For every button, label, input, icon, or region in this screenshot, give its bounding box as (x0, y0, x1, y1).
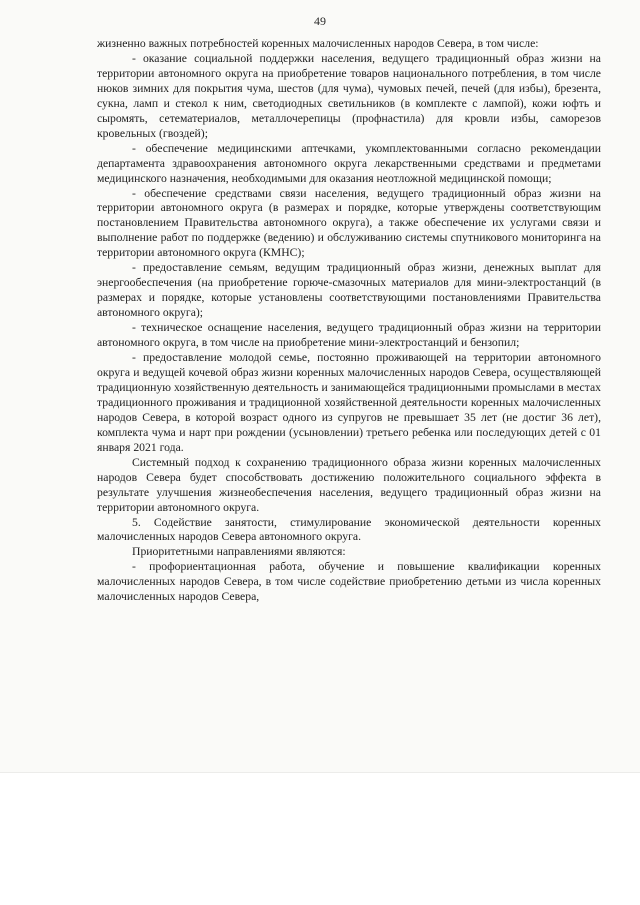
paragraph: Приоритетными направлениями являются: (132, 545, 346, 559)
paragraph: - профориентационная работа, обучение и повышение квалификации коренных малочисленных народов Севера, в том числе содействие приобретению детьми из числа коренных малочисленных народов Севера, (97, 560, 601, 604)
paragraph: - обеспечение средствами связи населения, ведущего традиционный образ жизни на территории автономного округа (в размерах и порядке, которые утверждены соответствующим постановлением Правительства автономного округа), а также обеспечение их услугами связи и выполнение работ по поддержке (ведению) и обслуживанию системы спутникового мониторинга на территории автономного округа (КМНС); (97, 186, 601, 260)
paragraph: жизненно важных потребностей коренных малочисленных народов Севера, в том числе: (97, 37, 539, 50)
paragraph: - оказание социальной поддержки населения, ведущего традиционный образ жизни на территории автономного округа на приобретение товаров национального потребления, в том числе нюков зимних для покрытия чума, шестов (для чума), чумовых печей, печей (для избы), брезента, сукна, ламп и стекол к ним, светодиодных светильников (в комплекте с лампой), кожи юфть и сыромять, сетематериалов, металлочерепицы (профнастила) для кровли избы, саморезов кровельных (гвоздей); (97, 51, 601, 140)
paragraph: - предоставление семьям, ведущим традиционный образ жизни, денежных выплат для энергообеспечения (на приобретение горюче-смазочных материалов для мини-электростанций (в размерах и порядке, которые установлены соответствующими постановлениями Правительства автономного округа); (97, 261, 601, 320)
document-body (97, 37, 601, 605)
blank-margin (0, 773, 640, 905)
page-number: 49 (314, 14, 326, 28)
section-heading: 5. Содействие занятости, стимулирование экономической деятельности коренных малочисленных народов Севера автономного округа. (97, 515, 601, 544)
paragraph: - обеспечение медицинскими аптечками, укомплектованными согласно рекомендации департамента здравоохранения автономного округа лекарственными средствами и предметами медицинского назначения, необходимыми для оказания неотложной медицинской помощи; (97, 141, 601, 185)
paragraph: - предоставление молодой семье, постоянно проживающей на территории автономного округа и ведущей кочевой образ жизни коренных малочисленных народов Севера, осуществляющей традиционную хозяйственную деятельность и занимающейся традиционными промыслами в местах традиционного проживания и традиционной хозяйственной деятельности коренных малочисленных народов Севера, в которой возраст одного из супругов не превышает 35 лет (не достиг 36 лет), комплекта чума и нарт при рождении (усыновлении) третьего ребенка или последующих детей с 01 января 2021 года. (97, 351, 601, 454)
paragraph: Системный подход к сохранению традиционного образа жизни коренных малочисленных народов Севера будет способствовать достижению положительного социального эффекта в результате улучшения жизнеобеспечения населения, ведущего традиционный образ жизни на территории автономного округа. (97, 455, 601, 514)
paragraph: - техническое оснащение населения, ведущего традиционный образ жизни на территории автономного округа, в том числе на приобретение мини-электростанций и бензопил; (97, 321, 601, 350)
